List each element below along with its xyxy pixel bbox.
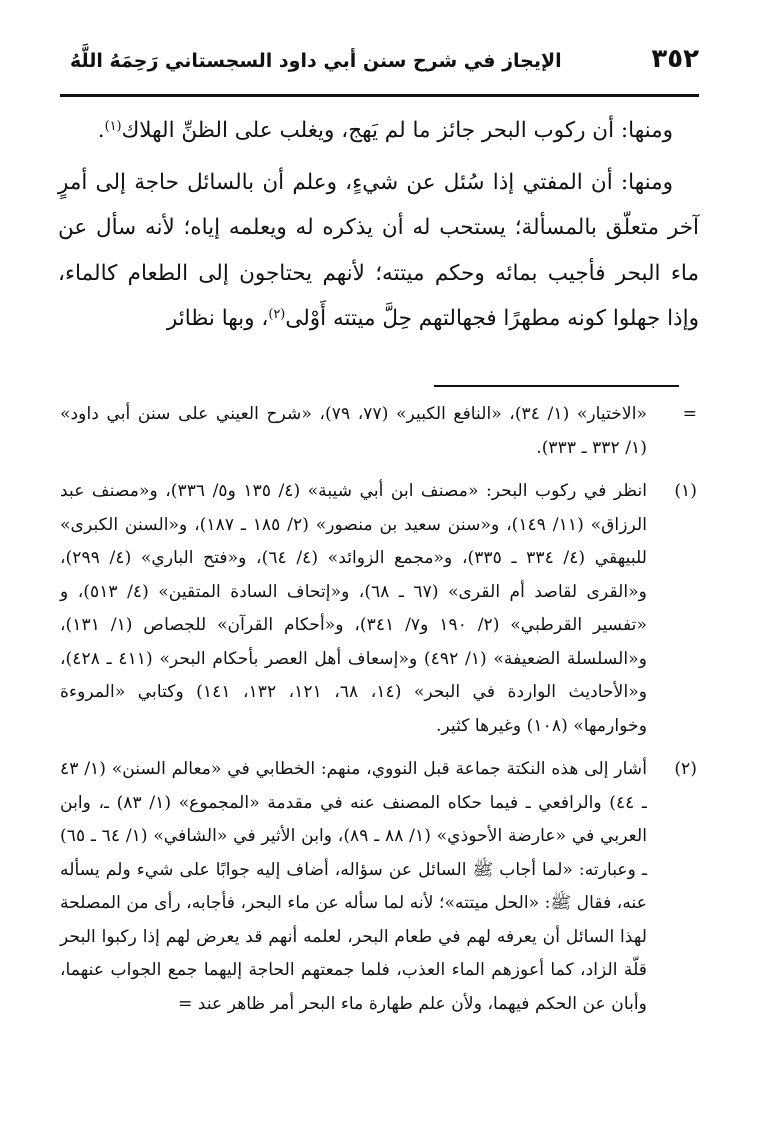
continuation-mark: =	[682, 404, 697, 424]
footnote-continued-text: «الاختيار» (١/ ٣٤)، «النافع الكبير» (٧٧، ٧٩)، «شرح العيني على سنن أبي داود» (١/ ٣٣٢ ـ ٣٣٣).	[60, 404, 647, 458]
header-rule	[60, 94, 699, 97]
paragraph-2-end: ، وبها نظائر	[166, 306, 269, 331]
paragraph-2	[58, 160, 699, 342]
footnote-ref-1: (١)	[104, 119, 122, 134]
paragraph-1-end: .	[97, 118, 105, 143]
footnote-1-text: انظر في ركوب البحر: «مصنف ابن أبي شيبة» (٤/ ١٣٥ و٥/ ٣٣٦)، و«مصنف عبد الرزاق» (١١/ ١٤٩)، و«سنن سعيد بن منصور» (٢/ ١٨٥ ـ ١٨٧)، و«السنن الكبرى» للبيهقي (٤/ ٣٣٤ ـ ٣٣٥)، و«مجمع الزوائد» (٤/ ٦٤)، و«فتح الباري» (٤/ ٢٩٩)، و«القرى لقاصد أم القرى» (٦٧ ـ ٦٨)، و«إتحاف السادة المتقين» (٤/ ٥١٣)، و «تفسير القرطبي» (٢/ ١٩٠ و٧/ ٣٤١)، و«أحكام القرآن» للجصاص (١/ ١٣١)، و«السلسلة الضعيفة» (١/ ٤٩٢) و«إسعاف أهل العصر بأحكام البحر» (٤١١ ـ ٤٢٨)، و«الأحاديث الواردة في البحر» (١٤، ٦٨، ١٢١، ١٣٢، ١٤١) وكتابي «المروءة وخوارمها» (١٠٨) وغيرها كثير.	[60, 481, 648, 736]
footnote-2-text: أشار إلى هذه النكتة جماعة قبل النووي، منهم: الخطابي في «معالم السنن» (١/ ٤٣ ـ ٤٤) والرافعي ـ فيما حكاه المصنف عنه في مقدمة «المجموع» (١/ ٨٣) ـ، وابن العربي في «عارضة الأحوذي» (١/ ٨٨ ـ ٨٩)، وابن الأثير في «الشافي» (١/ ٦٤ ـ ٦٥) ـ وعبارته: «لما أجاب ﷺ السائل عن سؤاله، أضاف إليه جوابًا على شيء ولم يسأله عنه، فقال ﷺ: «الحل ميتته»؛ لأنه لما سأله عن ماء البحر، فأجابه، رأى من المصلحة لهذا السائل أن يعرفه لهم في طعام البحر، لعلمه أنهم قد يعرض لهم إذا ركبوا البحر قلّة الزاد، كما أعوزهم الماء العذب، فلما جمعتهم الحاجة إليهما جمع الجواب عنهما، وأبان عن الحكم فيهما، ولأن علم طهارة ماء البحر أمر ظاهر عند =	[60, 759, 648, 1014]
page-header	[60, 40, 699, 94]
footnotes	[60, 398, 697, 1031]
page-number: ٣٥٢	[651, 44, 699, 74]
running-title: الإيجاز في شرح سنن أبي داود السجستاني رَحِمَهُ اللَّهُ	[70, 50, 562, 72]
main-text	[58, 108, 699, 348]
paragraph-2-text: ومنها: أن المفتي إذا سُئل عن شيءٍ، وعلم أن بالسائل حاجة إلى أمرٍ آخر متعلّق بالمسألة؛ يستحب له أن يذكره له ويعلمه إياه؛ لأنه سأل عن ماء البحر فأجيب بمائه وحكم ميتته؛ لأنهم يحتاجون إلى الطعام كالماء، وإذا جهلوا كونه مطهرًا فجهالتهم حِلَّ ميتته أَوْلى	[58, 169, 699, 331]
footnote-2-number: (٢)	[674, 759, 697, 779]
footnote-continued	[60, 398, 697, 465]
footnote-1	[60, 475, 697, 743]
paragraph-1-text: ومنها: أن ركوب البحر جائز ما لم يَهج، ويغلب على الظنِّ الهلاك	[121, 118, 673, 143]
footnote-ref-2: (٢)	[268, 307, 286, 322]
paragraph-1	[58, 108, 699, 154]
footnote-separator	[434, 385, 679, 387]
footnote-2	[60, 753, 697, 1021]
footnote-1-number: (١)	[674, 481, 697, 501]
